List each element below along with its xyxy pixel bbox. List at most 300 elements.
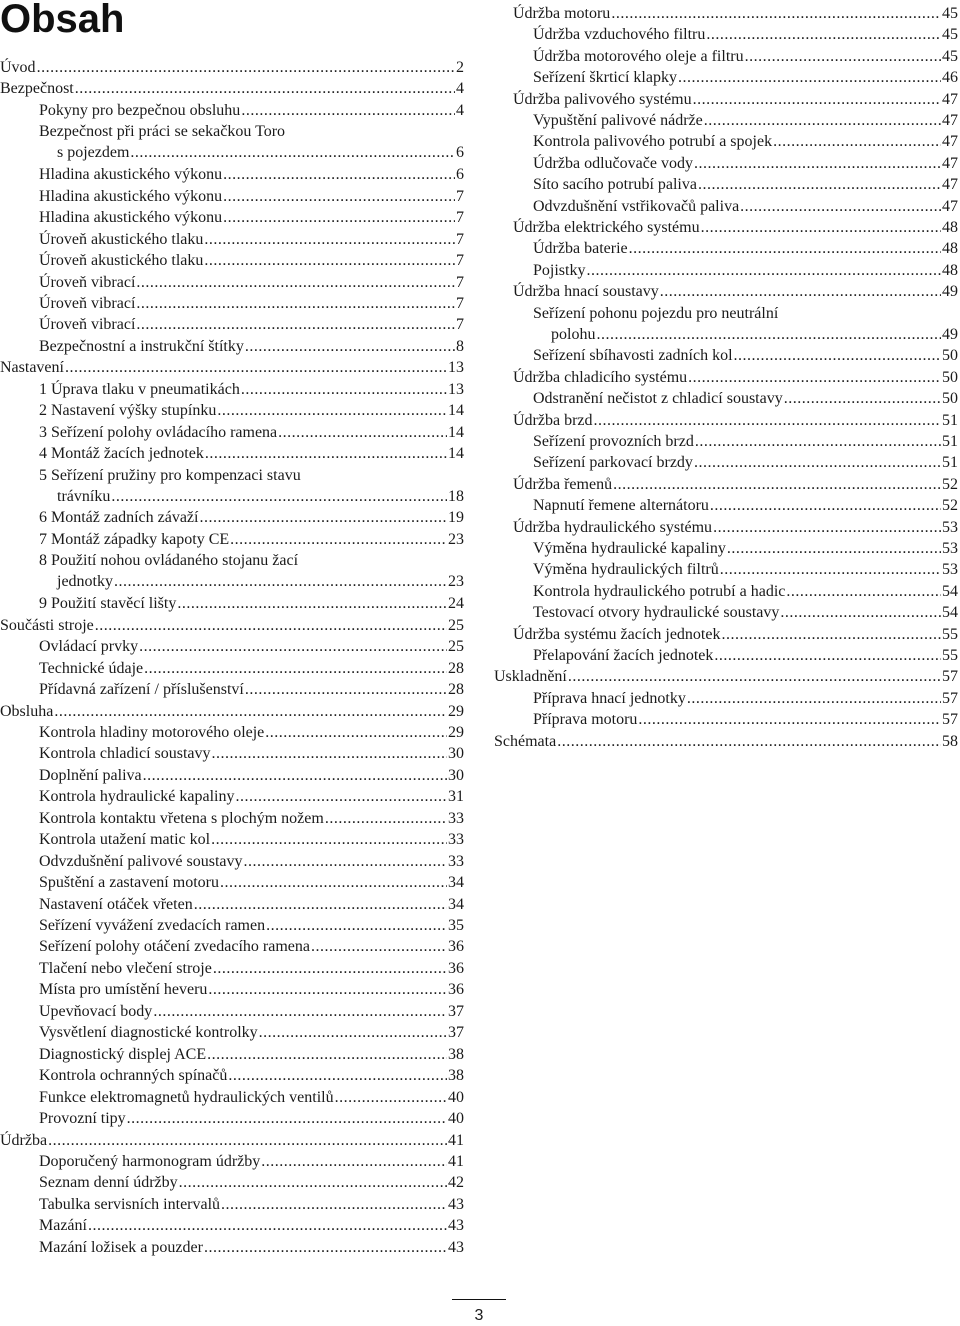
toc-entry-title: Údržba baterie [533,240,628,258]
page-number: 3 [474,1307,484,1324]
toc-entry[interactable] [0,272,464,293]
toc-entry-title: Výměna hydraulické kapaliny [533,540,726,557]
toc-entry-page: 41 [448,1152,464,1170]
toc-entry-title: Síto sacího potrubí paliva [533,176,697,194]
toc-entry-title: Místa pro umístění heveru [39,981,208,999]
toc-entry-title: Výměna hydraulických filtrů [533,561,719,579]
toc-leader [241,100,455,121]
toc-entry[interactable] [0,465,464,507]
toc-entry[interactable] [0,121,464,163]
toc-entry-title: Údržba elektrického systému [513,219,700,236]
toc-entry-page: 4 [456,101,464,119]
toc-entry-title: Údržba vzduchového filtru [533,26,706,44]
toc-entry[interactable] [494,474,958,495]
toc-leader [65,357,447,378]
toc-leader [136,314,455,335]
toc-entry[interactable] [0,443,464,464]
toc-entry[interactable] [494,559,958,580]
toc-entry-title: Bezpečnost při práci se sekačkou Toro [39,123,286,141]
toc-entry-page: 51 [942,411,958,429]
toc-leader [228,1065,447,1086]
toc-entry-page: 28 [448,681,464,699]
toc-leader [217,400,447,421]
toc-entry-page: 43 [448,1217,464,1235]
toc-entry-title: Vysvětlení diagnostické kontrolky [39,1024,258,1042]
toc-leader [710,495,941,516]
toc-leader [212,743,447,764]
toc-entry[interactable] [0,808,464,829]
toc-entry-title: Úvod [0,59,36,76]
toc-entry[interactable] [0,293,464,314]
toc-leader [208,979,447,1000]
toc-entry[interactable] [494,345,958,366]
toc-entry-page: 45 [942,5,958,22]
toc-entry-title: Funkce elektromagnetů hydraulických ventilů [39,1088,334,1106]
toc-entry-page: 54 [942,604,958,622]
toc-entry[interactable] [0,379,464,400]
toc-entry-page: 43 [448,1195,464,1213]
toc-entry-page: 35 [448,917,464,934]
toc-entry-title: Diagnostický displej ACE [39,1045,207,1063]
toc-entry-title: Údržba odlučovače vody [533,154,693,172]
toc-entry-title: Přídavná zařízení / příslušenství [39,681,244,699]
toc-entry[interactable] [0,400,464,421]
toc-entry-title: Kontrola palivového potrubí a spojek [533,133,773,151]
toc-entry-title: Úroveň akustického tlaku [39,252,204,270]
toc-entry-title: Mazání ložisek a pouzder [39,1238,203,1256]
toc-entry-title: Seřízení pohonu pojezdu pro neutrální [533,304,779,322]
footer-rule [452,1299,506,1300]
toc-entry-page: 49 [942,283,958,301]
toc-entry-title: Údržba systému žacích jednotek [513,625,721,643]
toc-entry-title: Seznam denní údržby [39,1174,178,1192]
toc-entry-page: 47 [942,154,958,172]
toc-leader [204,1237,447,1258]
toc-entry-page: 7 [456,273,464,291]
toc-entry[interactable] [0,1001,464,1022]
toc-entry[interactable] [0,314,464,335]
toc-leader [261,1151,447,1172]
toc-entry-page: 6 [456,144,464,162]
toc-entry-page: 54 [942,582,958,600]
toc-entry[interactable] [0,1172,464,1193]
toc-entry[interactable] [0,958,464,979]
toc-entry-page: 51 [942,454,958,472]
toc-entry[interactable] [0,1022,464,1043]
toc-entry-page: 25 [448,638,464,656]
toc-entry-page: 29 [448,702,464,720]
toc-entry[interactable] [494,538,958,559]
toc-leader [266,915,447,936]
toc-entry[interactable] [494,624,958,645]
toc-leader [221,1194,447,1215]
toc-leader [179,1172,447,1193]
toc-entry-title: 5 Seřízení pružiny pro kompenzaci stavu [39,466,301,484]
toc-entry[interactable] [494,24,958,45]
toc-entry-page: 36 [448,938,464,956]
toc-entry[interactable] [0,422,464,443]
toc-entry-page: 30 [448,745,464,763]
toc-entry-title: Údržba motoru [513,5,611,22]
toc-entry-page: 53 [942,561,958,579]
toc-entry[interactable] [0,1215,464,1236]
toc-entry[interactable] [494,602,958,623]
toc-entry-title: Údržba hydraulického systému [513,518,713,536]
toc-entry-page: 51 [942,433,958,450]
toc-entry[interactable] [494,131,958,152]
toc-entry-page: 49 [942,325,958,343]
toc-leader [714,645,941,666]
toc-entry-title: Nastavení otáček vřeten [39,895,193,913]
toc-entry-page: 31 [448,788,464,806]
toc-leader [37,57,455,78]
toc-entry[interactable] [0,658,464,679]
toc-entry[interactable] [0,593,464,614]
toc-entry-page: 7 [456,252,464,270]
toc-leader [245,679,447,700]
toc-entry[interactable] [0,1130,464,1151]
toc-entry-page: 8 [456,337,464,355]
toc-entry-title: Seřízení provozních brzd [533,433,694,450]
toc-entry-page: 14 [448,402,464,420]
toc-entry[interactable] [0,336,464,357]
toc-entry-title: Úroveň akustického tlaku [39,230,204,248]
toc-leader [207,1044,447,1065]
toc-entry-title: Údržba motorového oleje a filtru [533,47,744,65]
toc-leader [311,936,447,957]
toc-leader [199,507,447,528]
toc-entry-page: 29 [448,723,464,741]
toc-entry[interactable] [494,281,958,302]
toc-leader [223,164,455,185]
toc-leader [695,431,941,452]
toc-entry[interactable] [0,1151,464,1172]
toc-entry-title: Úroveň vibrací [39,273,136,291]
toc-entry-title: Údržba [0,1131,48,1149]
toc-entry-page: 40 [448,1088,464,1106]
toc-entry-title-cont: polohu [551,325,596,343]
toc-entry-page: 45 [942,47,958,65]
toc-leader [211,829,447,850]
toc-entry[interactable] [0,636,464,657]
toc-entry[interactable] [0,1065,464,1086]
toc-entry[interactable] [494,645,958,666]
toc-entry[interactable] [494,153,958,174]
toc-entry-title: 8 Použití nohou ovládaného stojanu žací [39,552,299,570]
toc-leader [259,1022,447,1043]
toc-leader [127,1108,447,1129]
toc-entry-title: Ovládací prvky [39,638,139,656]
toc-leader [557,731,941,752]
toc-leader [694,452,941,473]
toc-leader [720,559,941,580]
toc-entry-title: Kontrola hydraulického potrubí a hadic [533,582,786,600]
toc-leader [111,486,447,507]
toc-entry[interactable] [0,786,464,807]
toc-entry[interactable] [494,110,958,131]
toc-entry[interactable] [494,367,958,388]
toc-leader [740,196,941,217]
toc-entry-title: Kontrola chladicí soustavy [39,745,211,763]
toc-entry[interactable] [494,303,958,345]
toc-entry[interactable] [0,851,464,872]
toc-entry[interactable] [494,688,958,709]
toc-entry-title: 4 Montáž žacích jednotek [39,445,204,463]
toc-entry-title: Kontrola hladiny motorového oleje [39,723,265,741]
toc-leader [660,281,941,302]
toc-leader [745,46,941,67]
toc-entry[interactable] [494,581,958,602]
toc-entry-page: 58 [942,732,958,750]
toc-entry-title: Bezpečnost [0,80,74,98]
toc-leader [54,701,447,722]
toc-leader [220,872,447,893]
toc-entry-page: 24 [448,595,464,613]
toc-leader [265,722,447,743]
toc-leader [786,581,941,602]
toc-entry-page: 57 [942,668,958,686]
toc-entry-title: 1 Úprava tlaku v pneumatikách [39,380,240,398]
toc-entry-title: Údržba řemenů [513,475,613,493]
toc-entry[interactable] [0,357,464,378]
toc-entry[interactable] [0,229,464,250]
toc-entry-title: Hladina akustického výkonu [39,166,223,184]
toc-entry[interactable] [494,67,958,88]
toc-entry-title: Seřízení sbíhavosti zadních kol [533,347,733,365]
toc-entry[interactable] [0,936,464,957]
toc-leader [704,110,941,131]
toc-leader [144,658,447,679]
toc-entry[interactable] [0,679,464,700]
toc-entry-page: 57 [942,711,958,729]
toc-leader [678,67,941,88]
toc-leader [698,174,941,195]
toc-entry[interactable] [0,1237,464,1258]
toc-entry[interactable] [0,615,464,636]
toc-entry-page: 28 [448,659,464,677]
toc-leader [701,217,941,238]
toc-entry[interactable] [494,709,958,730]
toc-entry-page: 13 [448,359,464,377]
toc-entry-page: 47 [942,90,958,108]
toc-leader [611,3,941,24]
toc-entry[interactable] [0,507,464,528]
toc-entry[interactable] [0,915,464,936]
toc-entry[interactable] [0,57,464,78]
toc-leader [688,367,941,388]
toc-entry-title: Příprava hnací jednotky [533,689,686,707]
toc-entry-page: 36 [448,959,464,977]
toc-entry-page: 7 [456,316,464,334]
toc-entry[interactable] [0,78,464,99]
toc-entry-title-cont: s pojezdem [57,144,130,162]
toc-entry[interactable] [494,46,958,67]
toc-entry[interactable] [494,431,958,452]
toc-entry-page: 7 [456,209,464,227]
toc-entry-page: 52 [942,497,958,515]
toc-entry-title: Údržba hnací soustavy [513,283,659,301]
toc-entry-title-cont: trávníku [57,487,111,505]
toc-entry-title: Úroveň vibrací [39,294,136,312]
toc-leader [245,336,455,357]
toc-entry[interactable] [0,1108,464,1129]
toc-entry-title: Seřízení škrticí klapky [533,69,677,87]
toc-entry[interactable] [0,164,464,185]
toc-entry-title: Tlačení nebo vlečení stroje [39,959,212,977]
toc-leader [95,615,447,636]
toc-entry[interactable] [494,196,958,217]
toc-entry-page: 45 [942,26,958,44]
toc-entry[interactable] [0,186,464,207]
toc-entry-title: 7 Montáž západky kapoty CE [39,530,230,548]
toc-entry[interactable] [0,1087,464,1108]
toc-entry-page: 14 [448,445,464,463]
toc-entry-page: 48 [942,240,958,258]
toc-leader [784,388,941,409]
toc-entry-title: Vypuštění palivové nádrže [533,112,703,129]
toc-leader [136,293,455,314]
toc-leader [204,229,455,250]
toc-leader [236,786,448,807]
toc-entry[interactable] [0,250,464,271]
toc-entry[interactable] [494,410,958,431]
toc-entry[interactable] [0,894,464,915]
toc-entry-title: Upevňovací body [39,1002,153,1020]
toc-leader [114,571,447,592]
toc-entry-title: Napnutí řemene alternátoru [533,497,709,515]
toc-entry-page: 36 [448,981,464,999]
toc-leader [586,260,941,281]
toc-entry-page: 6 [456,166,464,184]
toc-entry-page: 47 [942,176,958,194]
toc-entry[interactable] [0,743,464,764]
toc-leader [773,131,941,152]
toc-entry-page: 30 [448,766,464,784]
toc-entry[interactable] [494,238,958,259]
toc-entry-title: Kontrola ochranných spínačů [39,1067,228,1085]
toc-entry-page: 25 [448,616,464,634]
toc-entry-page: 23 [448,530,464,548]
toc-leader [205,443,447,464]
toc-entry-page: 55 [942,647,958,664]
toc-leader [713,517,941,538]
toc-entry-page: 47 [942,133,958,151]
toc-entry-title: Kontrola utažení matic kol [39,831,211,849]
toc-entry[interactable] [494,495,958,516]
toc-entry-title: Odvzdušnění vstřikovačů paliva [533,197,740,215]
toc-entry-page: 13 [448,380,464,398]
toc-entry[interactable] [494,174,958,195]
toc-entry-title: Testovací otvory hydraulické soustavy [533,604,780,622]
toc-entry-title: Seřízení vyvážení zvedacích ramen [39,917,266,934]
toc-entry-title: Odvzdušnění palivové soustavy [39,852,243,870]
toc-entry[interactable] [0,529,464,550]
toc-entry-title: Údržba palivového systému [513,90,692,108]
toc-entry-title: Seřízení polohy otáčení zvedacího ramena [39,938,310,956]
toc-entry-page: 7 [456,187,464,205]
toc-entry[interactable] [0,701,464,722]
toc-entry-page: 52 [942,475,958,493]
toc-leader [693,89,941,110]
toc-entry-page: 33 [448,809,464,827]
toc-entry-page: 40 [448,1110,464,1128]
toc-entry-page: 42 [448,1174,464,1192]
toc-entry-title: 3 Seřízení polohy ovládacího ramena [39,423,278,441]
toc-leader [139,636,447,657]
toc-entry-page: 4 [456,80,464,98]
toc-entry-title: 2 Nastavení výšky stupínku [39,402,217,420]
toc-entry[interactable] [494,666,958,687]
toc-entry[interactable] [0,722,464,743]
toc-entry-title: Kontrola kontaktu vřetena s plochým nožem [39,809,324,827]
toc-entry-title: Kontrola hydraulické kapaliny [39,788,235,806]
toc-entry-page: 57 [942,689,958,707]
toc-entry-page: 19 [448,509,464,527]
toc-entry-title: Údržba brzd [513,411,593,429]
toc-entry[interactable] [0,1194,464,1215]
toc-leader [335,1087,447,1108]
toc-entry-page: 50 [942,368,958,386]
toc-entry-title: Hladina akustického výkonu [39,209,223,227]
toc-entry-page: 50 [942,347,958,365]
toc-entry-title: Příprava motoru [533,711,638,729]
toc-entry[interactable] [0,100,464,121]
toc-entry[interactable] [0,1044,464,1065]
toc-entry-page: 41 [448,1131,464,1149]
toc-entry[interactable] [0,550,464,592]
toc-entry-title: Úroveň vibrací [39,316,136,334]
toc-entry[interactable] [494,3,958,24]
toc-leader [596,324,941,345]
toc-entry[interactable] [0,829,464,850]
toc-leader [278,422,447,443]
toc-entry[interactable] [494,260,958,281]
toc-leader [223,186,455,207]
toc-leader [48,1130,447,1151]
toc-entry[interactable] [0,872,464,893]
toc-entry[interactable] [0,207,464,228]
toc-entry-page: 37 [448,1002,464,1020]
toc-entry-page: 53 [942,540,958,557]
toc-entry-page: 33 [448,852,464,870]
toc-leader [325,808,447,829]
toc-entry[interactable] [494,89,958,110]
toc-leader [594,410,941,431]
toc-entry-title: Bezpečnostní a instrukční štítky [39,337,244,355]
toc-entry-page: 23 [448,573,464,591]
toc-entry-page: 50 [942,390,958,408]
toc-entry[interactable] [494,452,958,473]
toc-entry-title: Údržba chladicího systému [513,368,688,386]
toc-leader [727,538,941,559]
toc-entry[interactable] [494,217,958,238]
toc-entry[interactable] [0,979,464,1000]
toc-entry-title: Nastavení [0,359,64,377]
toc-leader [153,1001,447,1022]
toc-entry[interactable] [0,765,464,786]
toc-leader [143,765,447,786]
toc-leader [780,602,941,623]
toc-leader [734,345,941,366]
toc-entry[interactable] [494,517,958,538]
toc-entry[interactable] [494,731,958,752]
toc-entry-page: 47 [942,197,958,215]
toc-leader [694,153,941,174]
toc-leader [241,379,447,400]
toc-entry-page: 48 [942,219,958,236]
toc-entry-title: Schémata [494,732,557,750]
toc-entry[interactable] [494,388,958,409]
